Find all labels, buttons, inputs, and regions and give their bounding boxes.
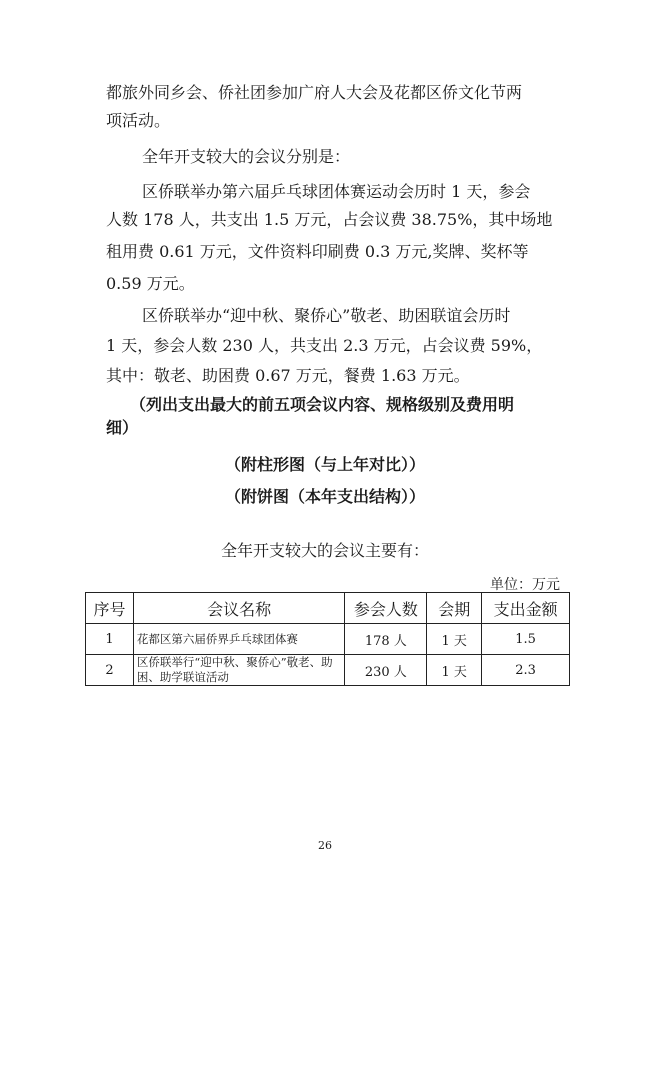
paragraph-line: 1 天，参会人数 230 人，共支出 2.3 万元，占会议费 59%，: [106, 336, 543, 355]
cell-index: 1: [86, 624, 134, 655]
paragraph-line: 都旅外同乡会、侨社团参加广府人大会及花都区侨文化节两: [106, 83, 523, 102]
table-title: 全年开支较大的会议主要有：: [220, 541, 429, 560]
bold-note-line: 细）: [106, 418, 139, 437]
cell-duration: 1 天: [427, 655, 482, 686]
cell-attendees: 230 人: [345, 655, 427, 686]
header-expense: 支出金额: [482, 593, 570, 624]
cell-meeting-name: 花都区第六届侨界乒乓球团体赛: [133, 624, 344, 655]
table-row: [86, 624, 570, 655]
paragraph-line: 其中：敬老、助困费 0.67 万元，餐费 1.63 万元。: [106, 366, 470, 385]
meeting-table: [85, 592, 570, 686]
table-row: [86, 655, 570, 686]
cell-index: 2: [86, 655, 134, 686]
paragraph-line: 项活动。: [106, 111, 171, 130]
header-duration: 会期: [427, 593, 482, 624]
paragraph-line: 区侨联举办第六届乒乓球团体赛运动会历时 1 天，参会: [142, 182, 531, 201]
paragraph-line: 全年开支较大的会议分别是：: [142, 147, 351, 166]
paragraph-line: 租用费 0.61 万元，文件资料印刷费 0.3 万元,奖牌、奖杯等: [106, 242, 529, 261]
cell-expense: 1.5: [482, 624, 570, 655]
header-index: 序号: [86, 593, 134, 624]
attachment-pie-chart: （附饼图（本年支出结构））: [224, 487, 425, 506]
unit-label: 单位：万元: [490, 577, 560, 593]
bold-note-line: （列出支出最大的前五项会议内容、规格级别及费用明: [130, 395, 515, 414]
cell-duration: 1 天: [427, 624, 482, 655]
cell-expense: 2.3: [482, 655, 570, 686]
paragraph-line: 区侨联举办“迎中秋、聚侨心”敬老、助困联谊会历时: [142, 306, 511, 325]
paragraph-line: 人数 178 人，共支出 1.5 万元，占会议费 38.75%，其中场地: [106, 210, 553, 229]
header-meeting-name: 会议名称: [133, 593, 344, 624]
paragraph-line: 0.59 万元。: [106, 274, 195, 293]
table-header-row: [86, 593, 570, 624]
page-number: 26: [318, 839, 332, 852]
cell-meeting-name: 区侨联举行“迎中秋、聚侨心”敬老、助困、助学联谊活动: [133, 655, 344, 686]
attachment-bar-chart: （附柱形图（与上年对比））: [224, 455, 425, 474]
header-attendees: 参会人数: [345, 593, 427, 624]
cell-attendees: 178 人: [345, 624, 427, 655]
